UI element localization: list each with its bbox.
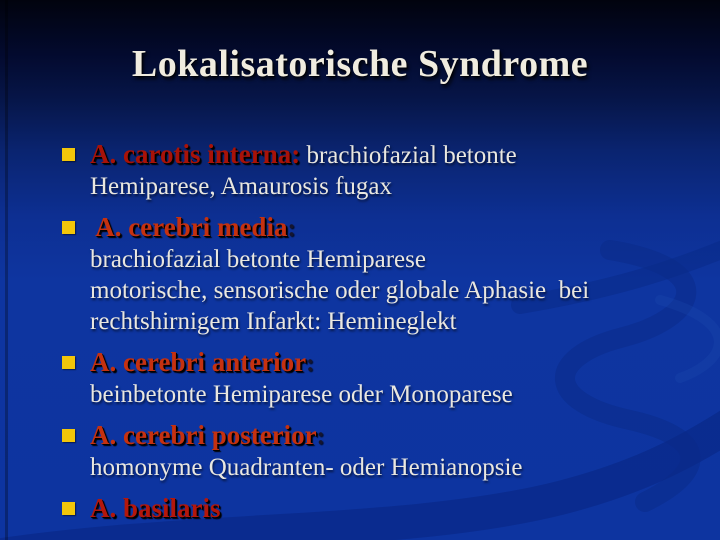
bullet-item-text: [90, 139, 702, 202]
bullet-item-text: [90, 347, 702, 410]
bullet-square-icon: [62, 502, 75, 515]
bullet-heading: A. basilaris: [90, 493, 221, 523]
bullet-line: brachiofazial betonte Hemiparese: [90, 246, 426, 273]
bullet-item: [62, 139, 702, 202]
bullet-line: [90, 139, 702, 171]
bullet-line: beinbetonte Hemiparese oder Monoparese: [90, 381, 513, 408]
bullet-item-text: [90, 420, 702, 483]
bullet-line: motorische, sensorische oder globale Aphasie bei: [90, 277, 590, 304]
bullet-item-text: [90, 212, 702, 337]
bullet-item-text: [90, 493, 702, 525]
bullet-heading-colon: :: [316, 423, 325, 450]
bullet-heading-colon: :: [287, 215, 296, 242]
bullet-square-icon: [62, 148, 75, 161]
bullet-inline-text: brachiofazial betonte: [300, 142, 517, 169]
bullet-line: [90, 420, 702, 452]
bullet-square-icon: [62, 429, 75, 442]
bullet-heading-colon: :: [306, 350, 315, 377]
bullet-heading: A. cerebri posterior: [90, 420, 317, 450]
bullet-line: Hemiparese, Amaurosis fugax: [90, 173, 393, 200]
bullet-line: rechtshirnigem Infarkt: Hemineglekt: [90, 308, 457, 335]
bullet-heading: A. cerebri anterior: [90, 347, 307, 377]
bullet-heading: A. carotis interna:: [90, 139, 301, 169]
bullet-item: [62, 420, 702, 483]
bullet-heading: A. cerebri media: [90, 212, 288, 242]
bullet-item: [62, 493, 702, 525]
slide-title: Lokalisatorische Syndrome: [131, 43, 589, 85]
bullet-square-icon: [62, 356, 75, 369]
bullet-line: [90, 212, 702, 244]
bullet-square-icon: [62, 221, 75, 234]
bullet-line: homonyme Quadranten- oder Hemianopsie: [90, 454, 523, 481]
bullet-line: [90, 347, 702, 379]
bullet-item: [62, 212, 702, 337]
bullet-line: [90, 493, 702, 525]
bullet-list: [62, 139, 702, 535]
bullet-item: [62, 347, 702, 410]
